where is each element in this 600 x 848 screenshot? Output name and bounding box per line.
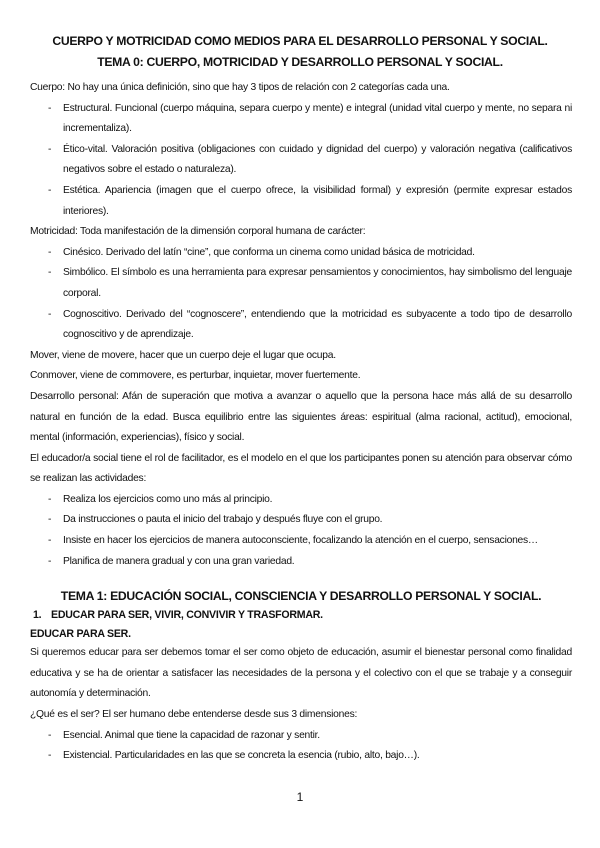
cuerpo-list <box>30 99 572 223</box>
dash-bullet: - <box>48 308 52 320</box>
dash-bullet: - <box>48 184 52 196</box>
motricidad-list <box>30 243 572 346</box>
list-item: - Estética. Apariencia (imagen que el cuerpo ofrece, la visibilidad formal) y expresión (permite expresar estados interiores). <box>30 181 572 222</box>
list-item: - Realiza los ejercicios como uno más al principio. <box>30 490 572 511</box>
subsection-number: 1. <box>33 609 42 622</box>
dash-bullet: - <box>48 102 52 114</box>
list-item: - Estructural. Funcional (cuerpo máquina, separa cuerpo y mente) e integral (unidad vital cuerpo y mente, no separa ni incrementaliza). <box>30 99 572 140</box>
tema-1-title: TEMA 1: EDUCACIÓN SOCIAL, CONSCIENCIA Y DESARROLLO PERSONAL Y SOCIAL. <box>60 589 542 604</box>
conmover-definition: Conmover, viene de commovere, es perturbar, inquietar, mover fuertemente. <box>30 370 361 382</box>
tema-0-title: TEMA 0: CUERPO, MOTRICIDAD Y DESARROLLO PERSONAL Y SOCIAL. <box>97 55 503 69</box>
list-item: - Planifica de manera gradual y con una gran variedad. <box>30 552 572 573</box>
dash-bullet: - <box>48 514 52 526</box>
educar-paragraph: Si queremos educar para ser debemos tomar el ser como objeto de educación, asumir el bienestar personal como finalidad educativa y se ha de orientar a satisfacer las necesidades de la persona y el colectivo con el que se trabaje y a conseguir autonomía y determinación. <box>30 647 572 700</box>
dash-bullet: - <box>48 535 52 547</box>
ser-question: ¿Qué es el ser? El ser humano debe entenderse desde sus 3 dimensiones: <box>30 709 358 721</box>
list-item: - Existencial. Particularidades en las que se concreta la esencia (rubio, alto, bajo…). <box>30 746 572 767</box>
document-body <box>30 78 572 767</box>
ser-list <box>30 726 572 767</box>
list-item: - Cinésico. Derivado del latín “cine”, que conforma un cinema como unidad básica de motricidad. <box>30 243 572 264</box>
list-item: - Da instrucciones o pauta el inicio del trabajo y después fluye con el grupo. <box>30 510 572 531</box>
document-title: CUERPO Y MOTRICIDAD COMO MEDIOS PARA EL DESARROLLO PERSONAL Y SOCIAL. <box>52 34 548 48</box>
educador-paragraph: El educador/a social tiene el rol de facilitador, es el modelo en el que los participantes ponen su atención para observar cómo se realizan las actividades: <box>30 452 572 485</box>
page-number: 1 <box>296 790 304 804</box>
dash-bullet: - <box>48 246 52 258</box>
list-item: - Esencial. Animal que tiene la capacidad de razonar y sentir. <box>30 726 572 747</box>
list-item: - Ético-vital. Valoración positiva (obligaciones con cuidado y dignidad del cuerpo) y valoración negativa (calificativos negativos sobre el estado o naturaleza). <box>30 140 572 181</box>
motricidad-definition: Motricidad: Toda manifestación de la dimensión corporal humana de carácter: <box>30 226 366 238</box>
subsection-title: EDUCAR PARA SER, VIVIR, CONVIVIR Y TRASFORMAR. <box>51 609 323 622</box>
educador-list <box>30 490 572 572</box>
dash-bullet: - <box>48 729 52 741</box>
desarrollo-personal-definition: Desarrollo personal: Afán de superación que motiva a avanzar o aquello que la persona hace más allá de su desarrollo natural en función de la edad. Busca equilibrio entre las siguientes áreas: espiritual (alma racional, actitud), emocional, mental (información, experiencias), físico y social. <box>30 390 572 444</box>
mover-definition: Mover, viene de movere, hacer que un cuerpo deje el lugar que ocupa. <box>30 349 336 361</box>
dash-bullet: - <box>48 750 52 762</box>
educar-para-ser-heading: EDUCAR PARA SER. <box>30 628 131 641</box>
dash-bullet: - <box>48 267 52 279</box>
dash-bullet: - <box>48 143 52 155</box>
dash-bullet: - <box>48 555 52 567</box>
list-item: - Cognoscitivo. Derivado del “cognoscere”, entendiendo que la motricidad es subyacente a todo tipo de desarrollo cognoscitivo y de aprendizaje. <box>30 305 572 346</box>
subsection-heading <box>30 606 572 625</box>
list-item: - Insiste en hacer los ejercicios de manera autoconsciente, focalizando la atención en el cuerpo, sensaciones… <box>30 531 572 552</box>
cuerpo-definition: Cuerpo: No hay una única definición, sino que hay 3 tipos de relación con 2 categorías cada una. <box>30 82 450 93</box>
list-item: - Simbólico. El símbolo es una herramienta para expresar pensamientos y conocimientos, hay simbolismo del lenguaje corporal. <box>30 263 572 304</box>
dash-bullet: - <box>48 493 52 505</box>
